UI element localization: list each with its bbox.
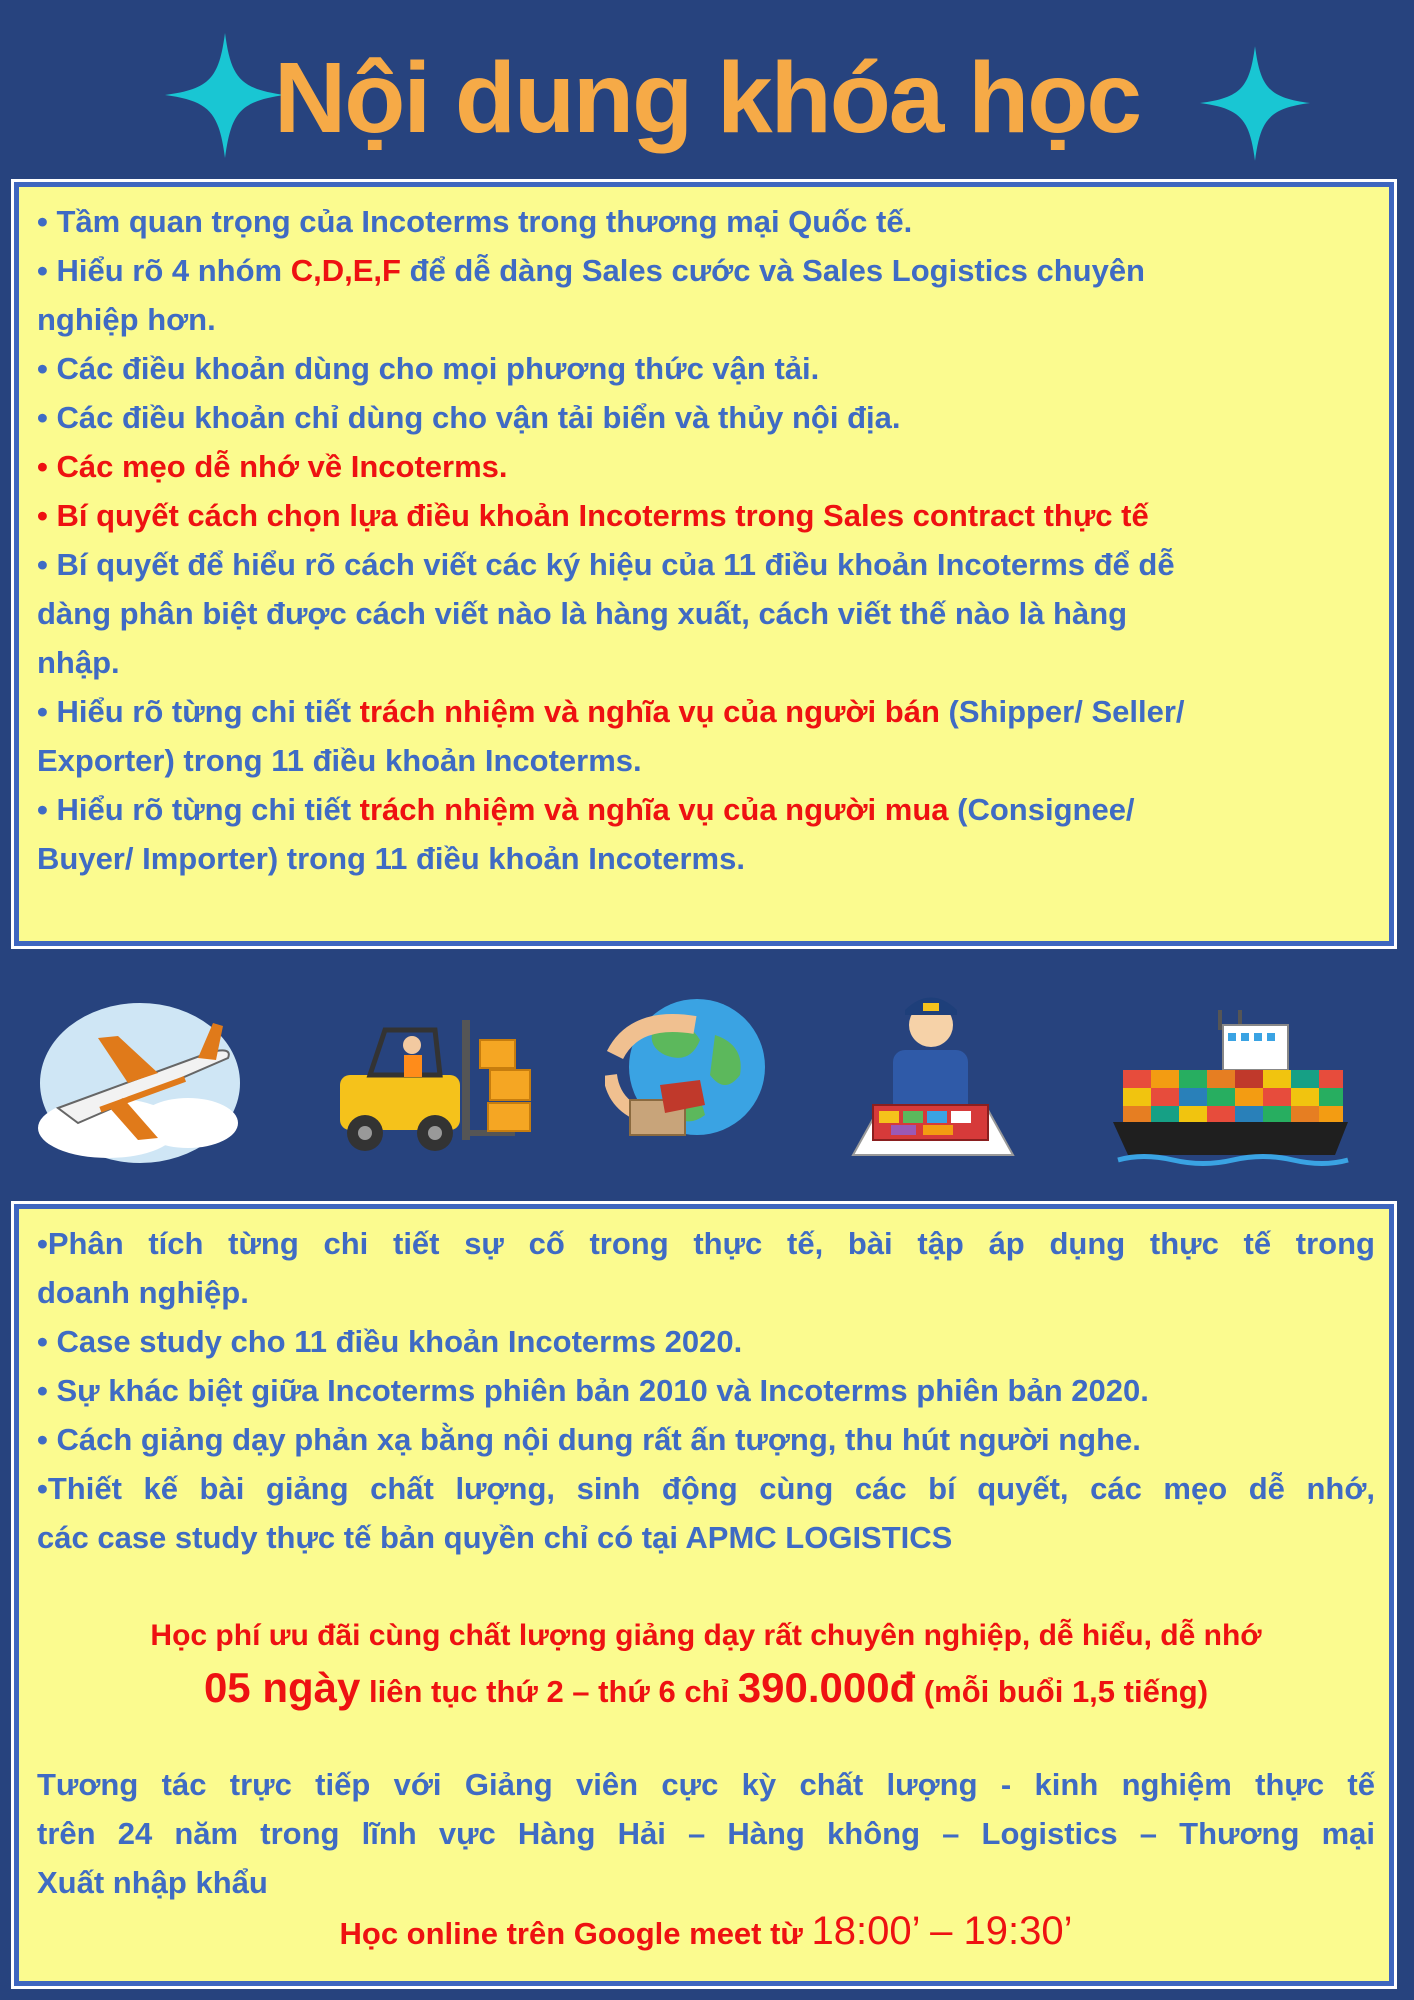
list-item: •Thiết kế bài giảng chất lượng, sinh động cùng các bí quyết, các mẹo dễ nhớ, xyxy=(37,1471,1375,1506)
list-item-continuation: Buyer/ Importer) trong 11 điều khoản Incoterms. xyxy=(37,841,745,876)
instructor-line: Tương tác trực tiếp với Giảng viên cực kỳ chất lượng - kinh nghiệm thực tế xyxy=(37,1767,1375,1802)
title-row xyxy=(0,28,1414,168)
list-item: • Hiểu rõ từng chi tiết trách nhiệm và nghĩa vụ của người bán (Shipper/ Seller/ xyxy=(37,694,1185,729)
promo-line: Học phí ưu đãi cùng chất lượng giảng dạy rất chuyên nghiệp, dễ hiểu, dễ nhớ xyxy=(150,1619,1262,1652)
spacer xyxy=(37,1720,1375,1760)
course-content-panel-top xyxy=(14,182,1394,946)
list-item: •Phân tích từng chi tiết sự cố trong thực tế, bài tập áp dụng thực tế trong xyxy=(37,1226,1375,1261)
customs-officer-icon xyxy=(843,985,1018,1160)
list-item-continuation: nhập. xyxy=(37,645,120,680)
list-item: • Sự khác biệt giữa Incoterms phiên bản 2010 và Incoterms phiên bản 2020. xyxy=(37,1373,1149,1408)
list-item: • Hiểu rõ từng chi tiết trách nhiệm và nghĩa vụ của người mua (Consignee/ xyxy=(37,792,1135,827)
list-item: • Các điều khoản dùng cho mọi phương thức vận tải. xyxy=(37,351,820,386)
list-item: • Bí quyết để hiểu rõ cách viết các ký hiệu của 11 điều khoản Incoterms để dễ xyxy=(37,547,1175,582)
course-content-panel-bottom xyxy=(14,1204,1394,1986)
page-title: Nội dung khóa học xyxy=(274,42,1140,154)
list-item: • Cách giảng dạy phản xạ bằng nội dung rất ấn tượng, thu hút người nghe. xyxy=(37,1422,1141,1457)
list-item: • Hiểu rõ 4 nhóm C,D,E,F để dễ dàng Sales cước và Sales Logistics chuyên xyxy=(37,253,1145,288)
forklift-icon xyxy=(330,1015,545,1155)
logistics-icons-strip xyxy=(0,980,1414,1180)
list-item: • Bí quyết cách chọn lựa điều khoản Incoterms trong Sales contract thực tế xyxy=(37,498,1149,533)
online-schedule: Học online trên Google meet từ 18:00’ – 19:30’ xyxy=(339,1909,1073,1953)
list-item-continuation: doanh nghiệp. xyxy=(37,1275,249,1310)
list-item: • Các mẹo dễ nhớ về Incoterms. xyxy=(37,449,508,484)
spacer xyxy=(37,1562,1375,1611)
duration-days: 05 ngày xyxy=(203,1664,361,1711)
list-item-continuation: nghiệp hơn. xyxy=(37,302,216,337)
price: 390.000đ xyxy=(737,1664,916,1711)
airplane-icon xyxy=(38,998,243,1168)
sparkle-right-icon xyxy=(1200,46,1310,161)
class-time: 18:00’ – 19:30’ xyxy=(811,1909,1073,1953)
list-item-continuation: Exporter) trong 11 điều khoản Incoterms. xyxy=(37,743,642,778)
list-item-continuation: dàng phân biệt được cách viết nào là hàng xuất, cách viết thế nào là hàng xyxy=(37,596,1128,631)
instructor-line: Xuất nhập khẩu xyxy=(37,1865,268,1900)
cargo-ship-icon xyxy=(1113,1005,1353,1170)
price-line: 05 ngày liên tục thứ 2 – thứ 6 chỉ 390.000đ (mỗi buổi 1,5 tiếng) xyxy=(203,1664,1209,1711)
globe-shipping-icon xyxy=(605,995,770,1145)
list-item-continuation: các case study thực tế bản quyền chỉ có tại APMC LOGISTICS xyxy=(37,1520,953,1555)
list-item: • Các điều khoản chỉ dùng cho vận tải biển và thủy nội địa. xyxy=(37,400,901,435)
instructor-line: trên 24 năm trong lĩnh vực Hàng Hải – Hàng không – Logistics – Thương mại xyxy=(37,1816,1375,1851)
list-item: • Tầm quan trọng của Incoterms trong thương mại Quốc tế. xyxy=(37,204,913,239)
list-item: • Case study cho 11 điều khoản Incoterms 2020. xyxy=(37,1324,743,1359)
